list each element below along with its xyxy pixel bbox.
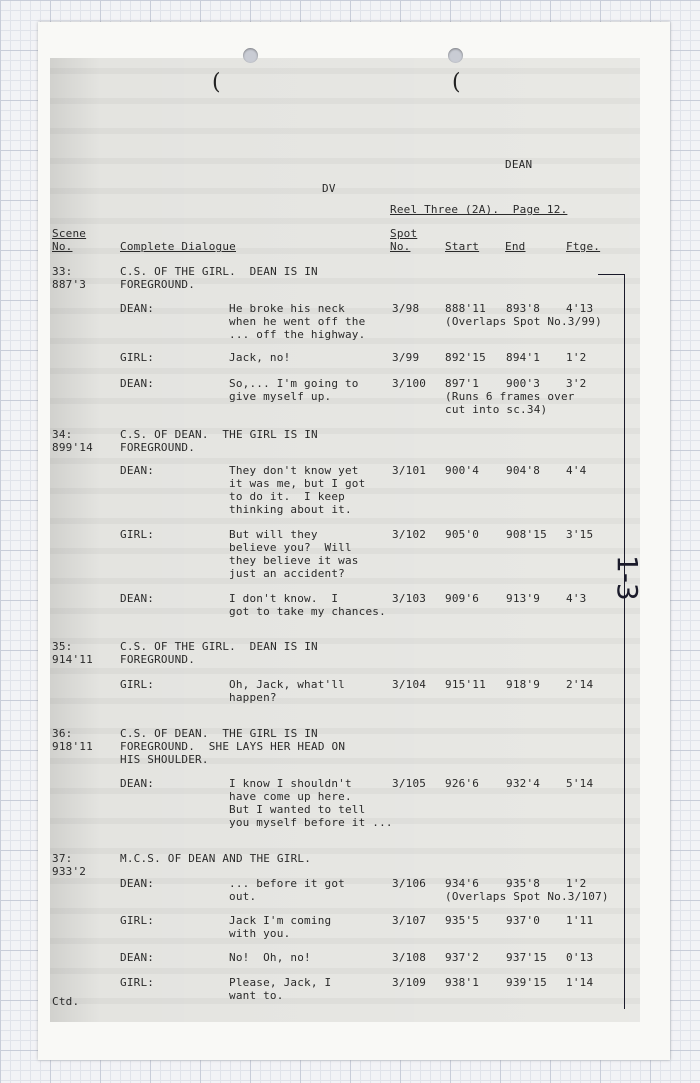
- scene-number: 33: 887'3: [52, 265, 87, 291]
- end-footage: 913'9: [506, 592, 541, 605]
- dialogue-line: Oh, Jack, what'll happen?: [229, 678, 345, 704]
- end-footage: 937'0: [506, 914, 541, 927]
- end-footage: 904'8: [506, 464, 541, 477]
- end-footage: 900'3: [506, 377, 541, 390]
- dialogue-line: So,... I'm going to give myself up.: [229, 377, 359, 403]
- spot-number: 3/98: [392, 302, 420, 315]
- end-footage: 908'15: [506, 528, 547, 541]
- scene-description: C.S. OF DEAN. THE GIRL IS IN FOREGROUND. SHE LAYS HER HEAD ON HIS SHOULDER.: [120, 727, 346, 766]
- scene-description: C.S. OF DEAN. THE GIRL IS IN FOREGROUND.: [120, 428, 318, 454]
- start-footage: 897'1: [445, 377, 480, 390]
- character-name: GIRL:: [120, 528, 155, 541]
- spot-number: 3/99: [392, 351, 420, 364]
- col-complete-dialogue: Complete Dialogue: [120, 240, 236, 253]
- scene-description: C.S. OF THE GIRL. DEAN IS IN FOREGROUND.: [120, 640, 318, 666]
- spot-number: 3/102: [392, 528, 427, 541]
- footage-length: 4'13: [566, 302, 594, 315]
- dialogue-line: Jack I'm coming with you.: [229, 914, 332, 940]
- start-footage: 905'0: [445, 528, 480, 541]
- spot-number: 3/100: [392, 377, 427, 390]
- character-name: GIRL:: [120, 678, 155, 691]
- character-name: DEAN:: [120, 464, 155, 477]
- dialogue-line: No! Oh, no!: [229, 951, 311, 964]
- punch-hole-right: [448, 48, 463, 63]
- scene-number: 36: 918'11: [52, 727, 93, 753]
- overlap-note: (Runs 6 frames over cut into sc.34): [445, 390, 575, 416]
- start-footage: 937'2: [445, 951, 480, 964]
- continued-marker: Ctd.: [52, 995, 80, 1008]
- start-footage: 915'11: [445, 678, 486, 691]
- footage-length: 1'14: [566, 976, 594, 989]
- col-spot-no: Spot No.: [390, 227, 418, 253]
- spot-number: 3/101: [392, 464, 427, 477]
- scene-description: M.C.S. OF DEAN AND THE GIRL.: [120, 852, 312, 865]
- footage-length: 5'14: [566, 777, 594, 790]
- character-name: GIRL:: [120, 914, 155, 927]
- footage-length: 1'2: [566, 877, 587, 890]
- hole-mark-right: (: [452, 70, 461, 95]
- margin-handwriting: 1-3: [611, 555, 644, 601]
- end-footage: 937'15: [506, 951, 547, 964]
- end-footage: 893'8: [506, 302, 541, 315]
- overlap-note: (Overlaps Spot No.3/107): [445, 890, 609, 903]
- end-footage: 935'8: [506, 877, 541, 890]
- start-footage: 900'4: [445, 464, 480, 477]
- spot-number: 3/104: [392, 678, 427, 691]
- end-footage: 939'15: [506, 976, 547, 989]
- footage-length: 4'3: [566, 592, 587, 605]
- dialogue-line: ... before it got out.: [229, 877, 345, 903]
- footage-length: 1'11: [566, 914, 594, 927]
- character-name: DEAN:: [120, 951, 155, 964]
- start-footage: 892'15: [445, 351, 486, 364]
- scene-number: 35: 914'11: [52, 640, 93, 666]
- dialogue-line: They don't know yet it was me, but I got to do it. I keep thinking about it.: [229, 464, 366, 516]
- character-name: DEAN:: [120, 302, 155, 315]
- spot-number: 3/106: [392, 877, 427, 890]
- dialogue-line: Jack, no!: [229, 351, 291, 364]
- end-footage: 918'9: [506, 678, 541, 691]
- start-footage: 935'5: [445, 914, 480, 927]
- header-dean: DEAN: [505, 158, 533, 171]
- footage-length: 3'2: [566, 377, 587, 390]
- col-start: Start: [445, 240, 480, 253]
- spot-number: 3/105: [392, 777, 427, 790]
- col-end: End: [505, 240, 526, 253]
- start-footage: 888'11: [445, 302, 486, 315]
- dialogue-line: I don't know. I got to take my chances.: [229, 592, 386, 618]
- character-name: GIRL:: [120, 976, 155, 989]
- scene-number: 37: 933'2: [52, 852, 87, 878]
- character-name: DEAN:: [120, 777, 155, 790]
- scene-number: 34: 899'14: [52, 428, 93, 454]
- scene-description: C.S. OF THE GIRL. DEAN IS IN FOREGROUND.: [120, 265, 318, 291]
- spot-number: 3/103: [392, 592, 427, 605]
- footage-length: 3'15: [566, 528, 594, 541]
- header-reel-page: Reel Three (2A). Page 12.: [390, 203, 568, 216]
- spot-number: 3/107: [392, 914, 427, 927]
- footage-length: 0'13: [566, 951, 594, 964]
- character-name: DEAN:: [120, 592, 155, 605]
- pen-bracket: [598, 274, 625, 1009]
- dialogue-line: He broke his neck when he went off the ... off the highway.: [229, 302, 366, 341]
- end-footage: 932'4: [506, 777, 541, 790]
- character-name: GIRL:: [120, 351, 155, 364]
- start-footage: 909'6: [445, 592, 480, 605]
- footage-length: 4'4: [566, 464, 587, 477]
- col-footage: Ftge.: [566, 240, 601, 253]
- dialogue-line: I know I shouldn't have come up here. But I wanted to tell you myself before it ...: [229, 777, 393, 829]
- character-name: DEAN:: [120, 377, 155, 390]
- spot-number: 3/109: [392, 976, 427, 989]
- overlap-note: (Overlaps Spot No.3/99): [445, 315, 602, 328]
- spot-number: 3/108: [392, 951, 427, 964]
- end-footage: 894'1: [506, 351, 541, 364]
- start-footage: 938'1: [445, 976, 480, 989]
- dialogue-line: Please, Jack, I want to.: [229, 976, 332, 1002]
- header-dv: DV: [322, 182, 336, 195]
- punch-hole-left: [243, 48, 258, 63]
- footage-length: 2'14: [566, 678, 594, 691]
- character-name: DEAN:: [120, 877, 155, 890]
- col-scene-no: Scene No.: [52, 227, 87, 253]
- dialogue-line: But will they believe you? Will they believe it was just an accident?: [229, 528, 359, 580]
- hole-mark-left: (: [212, 70, 221, 95]
- start-footage: 926'6: [445, 777, 480, 790]
- footage-length: 1'2: [566, 351, 587, 364]
- start-footage: 934'6: [445, 877, 480, 890]
